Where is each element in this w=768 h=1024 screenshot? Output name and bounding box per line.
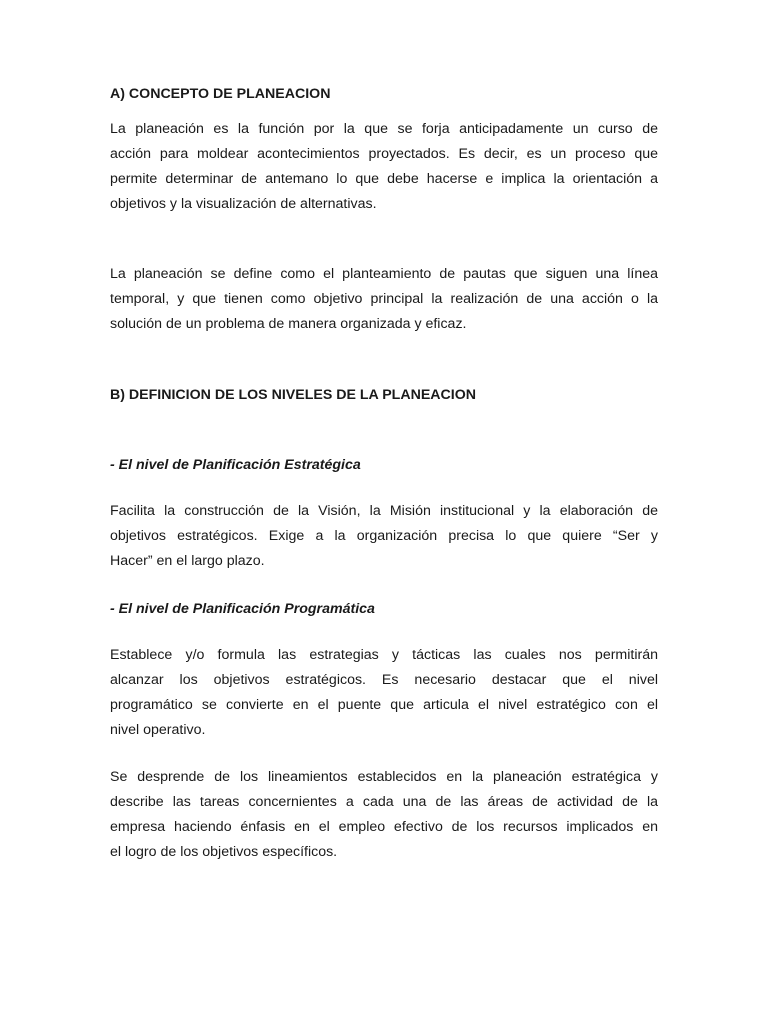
level-programmatic-title: - El nivel de Planificación Programática	[110, 601, 375, 617]
paragraph-line: nivel operativo.	[110, 722, 206, 738]
paragraph-line: Establece y/o formula las estrategias y tácticas las cuales nos permitirán	[110, 647, 658, 663]
level-programmatic-paragraph-2	[110, 765, 658, 865]
section-b-heading: B) DEFINICION DE LOS NIVELES DE LA PLANEACION	[110, 387, 477, 403]
paragraph-line: permite determinar de antemano lo que debe hacerse e implica la orientación a	[110, 171, 658, 187]
paragraph-line: temporal, y que tienen como objetivo principal la realización de una acción o la	[110, 291, 658, 307]
paragraph-line: acción para moldear acontecimientos proyectados. Es decir, es un proceso que	[110, 146, 658, 162]
paragraph-line: alcanzar los objetivos estratégicos. Es necesario destacar que el nivel	[110, 672, 658, 688]
paragraph-line: La planeación es la función por la que se forja anticipadamente un curso de	[110, 121, 658, 137]
section-a-paragraph-1	[110, 117, 658, 217]
paragraph-line: Hacer” en el largo plazo.	[110, 553, 265, 569]
section-a-heading: A) CONCEPTO DE PLANEACION	[110, 86, 331, 102]
paragraph-line: objetivos y la visualización de alternativas.	[110, 196, 377, 212]
level-programmatic-paragraph-1	[110, 643, 658, 743]
section-a-paragraph-2	[110, 262, 658, 337]
paragraph-line: describe las tareas concernientes a cada una de las áreas de actividad de la	[110, 794, 658, 810]
paragraph-line: objetivos estratégicos. Exige a la organización precisa lo que quiere “Ser y	[110, 528, 658, 544]
paragraph-line: Se desprende de los lineamientos establecidos en la planeación estratégica y	[110, 769, 658, 785]
paragraph-line: Facilita la construcción de la Visión, la Misión institucional y la elaboración de	[110, 503, 658, 519]
paragraph-line: solución de un problema de manera organizada y eficaz.	[110, 316, 467, 332]
paragraph-line: el logro de los objetivos específicos.	[110, 844, 338, 860]
paragraph-line: empresa haciendo énfasis en el empleo efectivo de los recursos implicados en	[110, 819, 658, 835]
paragraph-line: La planeación se define como el planteamiento de pautas que siguen una línea	[110, 266, 658, 282]
level-strategic-title: - El nivel de Planificación Estratégica	[110, 457, 361, 473]
paragraph-line: programático se convierte en el puente que articula el nivel estratégico con el	[110, 697, 658, 713]
level-strategic-paragraph	[110, 499, 658, 574]
